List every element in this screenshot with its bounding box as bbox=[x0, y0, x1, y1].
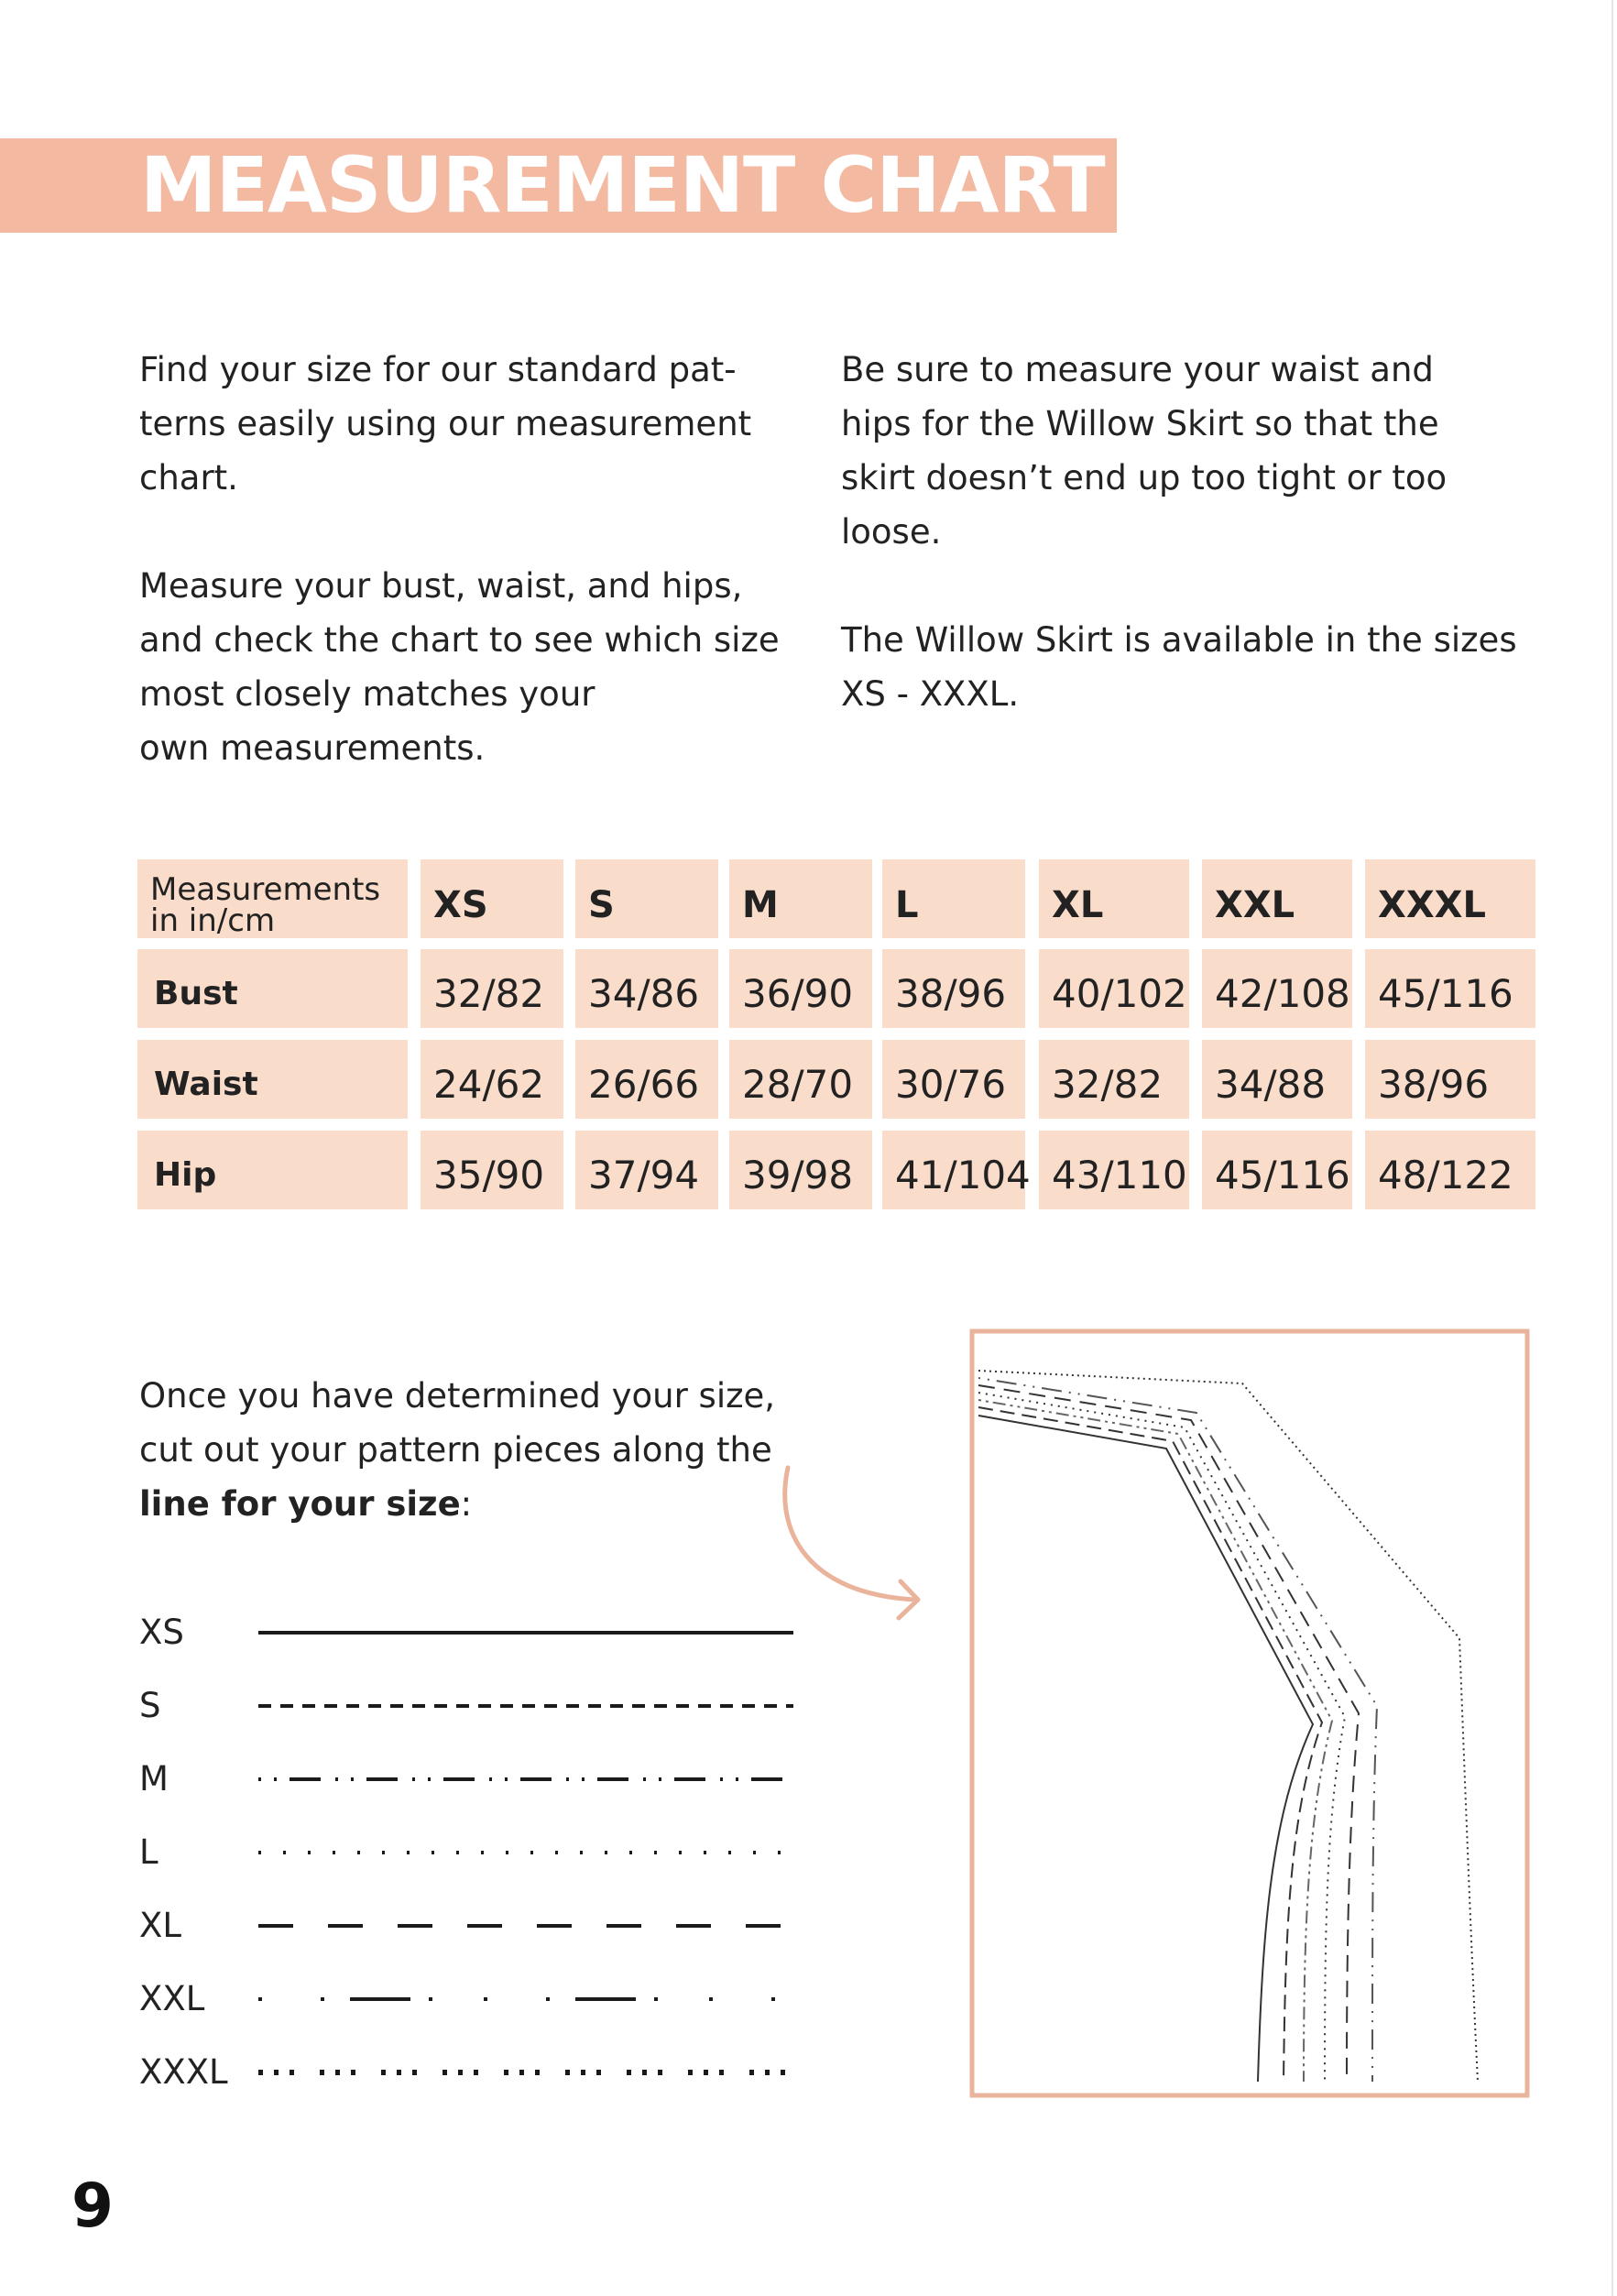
table-cell: 24/62 bbox=[421, 1040, 563, 1119]
row-label-hip: Hip bbox=[137, 1131, 408, 1209]
corner-header-line: in in/cm bbox=[150, 902, 276, 939]
left-p1-line: chart. bbox=[139, 458, 238, 497]
intro-right-paragraph-1 bbox=[841, 343, 1447, 559]
row-label-waist: Waist bbox=[137, 1040, 408, 1119]
table-cell: 40/102 bbox=[1039, 949, 1189, 1028]
size-header-l: L bbox=[882, 859, 1025, 938]
left-p1-line: Find your size for our standard pat- bbox=[139, 350, 737, 389]
table-cell: 36/90 bbox=[729, 949, 872, 1028]
corner-header-line: Measurements bbox=[150, 871, 381, 908]
size-header-xxxl: XXXL bbox=[1365, 859, 1535, 938]
size-header-xxl: XXL bbox=[1202, 859, 1352, 938]
table-cell: 45/116 bbox=[1365, 949, 1535, 1028]
left-p2-line: Measure your bust, waist, and hips, bbox=[139, 566, 743, 606]
table-cell: 34/86 bbox=[575, 949, 718, 1028]
table-cell: 48/122 bbox=[1365, 1131, 1535, 1209]
table-cell: 32/82 bbox=[1039, 1040, 1189, 1119]
table-cell: 37/94 bbox=[575, 1131, 718, 1209]
table-cell: 41/104 bbox=[882, 1131, 1025, 1209]
legend-label-xxxl: XXXL bbox=[139, 2052, 228, 2092]
table-cell: 32/82 bbox=[421, 949, 563, 1028]
left-p1-line: terns easily using our measurement bbox=[139, 404, 752, 443]
table-cell: 28/70 bbox=[729, 1040, 872, 1119]
cut-instructions-line-1: Once you have determined your size, bbox=[139, 1376, 776, 1416]
size-header-xs: XS bbox=[421, 859, 563, 938]
size-header-m: M bbox=[729, 859, 872, 938]
left-p2-line: and check the chart to see which size bbox=[139, 620, 780, 660]
table-cell: 38/96 bbox=[882, 949, 1025, 1028]
left-p2-line: own measurements. bbox=[139, 728, 486, 768]
table-cell: 39/98 bbox=[729, 1131, 872, 1209]
right-p1-line: loose. bbox=[841, 512, 942, 552]
legend-label-s: S bbox=[139, 1686, 161, 1725]
intro-right-paragraph-2 bbox=[841, 613, 1517, 721]
legend-label-xl: XL bbox=[139, 1906, 181, 1945]
row-label-bust: Bust bbox=[137, 949, 408, 1028]
table-cell: 26/66 bbox=[575, 1040, 718, 1119]
page-number: 9 bbox=[71, 2170, 114, 2241]
right-p1-line: skirt doesn’t end up too tight or too bbox=[841, 458, 1448, 497]
cut-instructions-line-2: cut out your pattern pieces along the bbox=[139, 1430, 772, 1470]
legend-label-l: L bbox=[139, 1832, 158, 1872]
table-cell: 38/96 bbox=[1365, 1040, 1535, 1119]
legend-label-xs: XS bbox=[139, 1613, 184, 1652]
table-cell: 35/90 bbox=[421, 1131, 563, 1209]
legend-line-samples bbox=[0, 0, 825, 2107]
size-header-xl: XL bbox=[1039, 859, 1189, 938]
legend-label-xxl: XXL bbox=[139, 1979, 205, 2018]
right-p2-line: XS - XXXL. bbox=[841, 674, 1020, 714]
table-cell: 30/76 bbox=[882, 1040, 1025, 1119]
right-p2-line: The Willow Skirt is available in the sizes bbox=[841, 620, 1517, 660]
page-edge bbox=[1612, 0, 1613, 2296]
right-p1-line: hips for the Willow Skirt so that the bbox=[841, 404, 1439, 443]
right-p1-line: Be sure to measure your waist and bbox=[841, 350, 1434, 389]
table-cell: 34/88 bbox=[1202, 1040, 1352, 1119]
table-cell: 45/116 bbox=[1202, 1131, 1352, 1209]
table-cell: 42/108 bbox=[1202, 949, 1352, 1028]
size-header-s: S bbox=[575, 859, 718, 938]
cut-instructions-bold: line for your size bbox=[139, 1484, 461, 1524]
left-p2-line: most closely matches your bbox=[139, 674, 595, 714]
legend-label-m: M bbox=[139, 1759, 169, 1799]
page-title: MEASUREMENT CHART bbox=[140, 140, 1105, 230]
cut-instructions-colon: : bbox=[460, 1484, 473, 1524]
skirt-pattern-illustration bbox=[969, 1328, 1530, 2098]
table-cell: 43/110 bbox=[1039, 1131, 1189, 1209]
